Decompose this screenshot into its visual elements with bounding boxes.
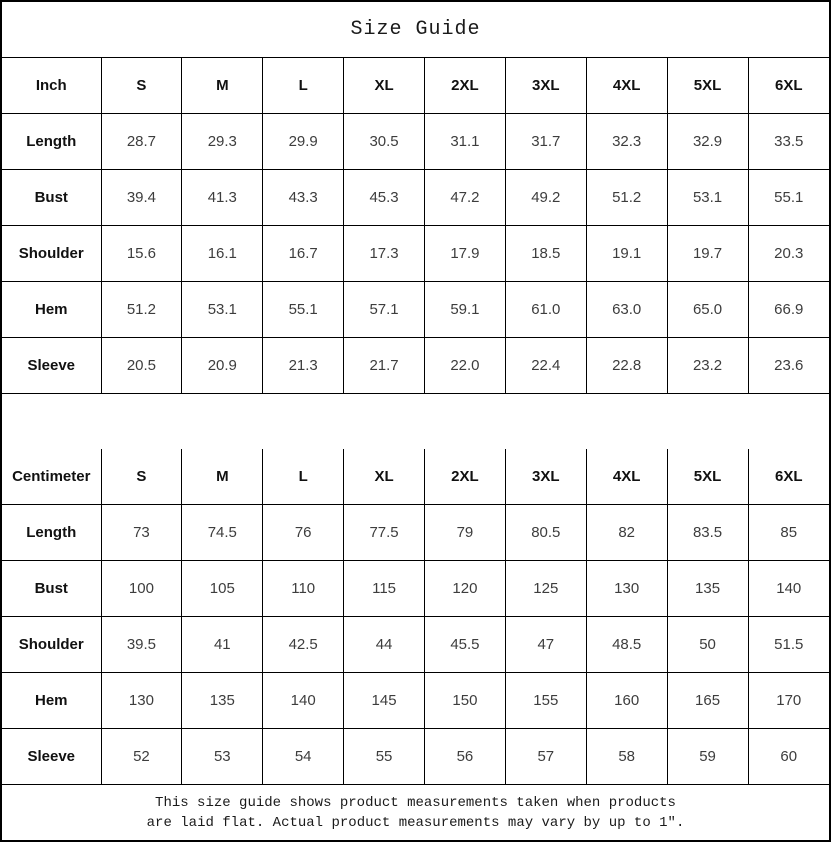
row-label-cell: Bust: [2, 561, 101, 617]
value-cell: 54: [263, 729, 344, 785]
value-cell: 85: [748, 505, 829, 561]
size-header-cell: 3XL: [505, 58, 586, 114]
value-cell: 22.0: [425, 338, 506, 394]
value-cell: 130: [586, 561, 667, 617]
value-cell: 20.3: [748, 226, 829, 282]
table-row: [2, 282, 829, 338]
value-cell: 30.5: [344, 114, 425, 170]
value-cell: 47.2: [425, 170, 506, 226]
table-row: [2, 226, 829, 282]
size-header-cell: 2XL: [425, 449, 506, 505]
value-cell: 33.5: [748, 114, 829, 170]
header-row: [2, 449, 829, 505]
value-cell: 73: [101, 505, 182, 561]
value-cell: 41: [182, 617, 263, 673]
value-cell: 21.7: [344, 338, 425, 394]
value-cell: 55.1: [748, 170, 829, 226]
value-cell: 57: [505, 729, 586, 785]
value-cell: 49.2: [505, 170, 586, 226]
table-row: [2, 561, 829, 617]
value-cell: 74.5: [182, 505, 263, 561]
value-cell: 23.2: [667, 338, 748, 394]
value-cell: 135: [182, 673, 263, 729]
row-label-cell: Length: [2, 505, 101, 561]
value-cell: 19.7: [667, 226, 748, 282]
value-cell: 50: [667, 617, 748, 673]
value-cell: 32.3: [586, 114, 667, 170]
value-cell: 165: [667, 673, 748, 729]
value-cell: 19.1: [586, 226, 667, 282]
value-cell: 16.1: [182, 226, 263, 282]
row-label-cell: Shoulder: [2, 617, 101, 673]
row-label-cell: Hem: [2, 282, 101, 338]
value-cell: 76: [263, 505, 344, 561]
value-cell: 59.1: [425, 282, 506, 338]
value-cell: 155: [505, 673, 586, 729]
size-header-cell: M: [182, 449, 263, 505]
value-cell: 59: [667, 729, 748, 785]
row-label-cell: Shoulder: [2, 226, 101, 282]
value-cell: 47: [505, 617, 586, 673]
table-row: [2, 673, 829, 729]
value-cell: 135: [667, 561, 748, 617]
size-header-cell: 2XL: [425, 58, 506, 114]
value-cell: 45.5: [425, 617, 506, 673]
value-cell: 55: [344, 729, 425, 785]
row-label-cell: Sleeve: [2, 729, 101, 785]
value-cell: 80.5: [505, 505, 586, 561]
value-cell: 45.3: [344, 170, 425, 226]
table-row: [2, 114, 829, 170]
value-cell: 79: [425, 505, 506, 561]
value-cell: 53: [182, 729, 263, 785]
value-cell: 29.3: [182, 114, 263, 170]
value-cell: 16.7: [263, 226, 344, 282]
value-cell: 31.1: [425, 114, 506, 170]
value-cell: 140: [263, 673, 344, 729]
value-cell: 57.1: [344, 282, 425, 338]
value-cell: 22.4: [505, 338, 586, 394]
value-cell: 31.7: [505, 114, 586, 170]
row-label-cell: Length: [2, 114, 101, 170]
footer-note-line-2: are laid flat. Actual product measurements may vary by up to 1″.: [146, 814, 685, 831]
value-cell: 17.3: [344, 226, 425, 282]
value-cell: 39.4: [101, 170, 182, 226]
value-cell: 53.1: [667, 170, 748, 226]
value-cell: 145: [344, 673, 425, 729]
value-cell: 15.6: [101, 226, 182, 282]
value-cell: 17.9: [425, 226, 506, 282]
value-cell: 58: [586, 729, 667, 785]
value-cell: 61.0: [505, 282, 586, 338]
size-header-cell: L: [263, 58, 344, 114]
unit-header-cell: Centimeter: [2, 449, 101, 505]
value-cell: 110: [263, 561, 344, 617]
value-cell: 42.5: [263, 617, 344, 673]
header-row: [2, 58, 829, 114]
value-cell: 20.5: [101, 338, 182, 394]
size-header-cell: 4XL: [586, 449, 667, 505]
table-row: [2, 617, 829, 673]
size-header-cell: S: [101, 58, 182, 114]
table-row: [2, 338, 829, 394]
size-header-cell: 3XL: [505, 449, 586, 505]
value-cell: 82: [586, 505, 667, 561]
value-cell: 140: [748, 561, 829, 617]
value-cell: 63.0: [586, 282, 667, 338]
table-row: [2, 505, 829, 561]
value-cell: 51.2: [101, 282, 182, 338]
page-title: Size Guide: [2, 2, 829, 58]
size-header-cell: 5XL: [667, 449, 748, 505]
row-label-cell: Hem: [2, 673, 101, 729]
value-cell: 160: [586, 673, 667, 729]
value-cell: 65.0: [667, 282, 748, 338]
size-table-inch: [2, 58, 829, 394]
value-cell: 44: [344, 617, 425, 673]
value-cell: 22.8: [586, 338, 667, 394]
size-header-cell: XL: [344, 58, 425, 114]
value-cell: 170: [748, 673, 829, 729]
value-cell: 100: [101, 561, 182, 617]
value-cell: 120: [425, 561, 506, 617]
value-cell: 77.5: [344, 505, 425, 561]
size-header-cell: XL: [344, 449, 425, 505]
size-header-cell: 6XL: [748, 58, 829, 114]
value-cell: 83.5: [667, 505, 748, 561]
value-cell: 105: [182, 561, 263, 617]
row-label-cell: Bust: [2, 170, 101, 226]
value-cell: 55.1: [263, 282, 344, 338]
size-header-cell: S: [101, 449, 182, 505]
unit-header-cell: Inch: [2, 58, 101, 114]
footer-note-line-1: This size guide shows product measurements taken when products: [155, 794, 676, 811]
table-gap: [2, 394, 829, 449]
value-cell: 125: [505, 561, 586, 617]
value-cell: 60: [748, 729, 829, 785]
value-cell: 53.1: [182, 282, 263, 338]
value-cell: 28.7: [101, 114, 182, 170]
value-cell: 51.5: [748, 617, 829, 673]
size-header-cell: M: [182, 58, 263, 114]
value-cell: 51.2: [586, 170, 667, 226]
value-cell: 56: [425, 729, 506, 785]
row-label-cell: Sleeve: [2, 338, 101, 394]
value-cell: 21.3: [263, 338, 344, 394]
value-cell: 32.9: [667, 114, 748, 170]
value-cell: 52: [101, 729, 182, 785]
size-header-cell: L: [263, 449, 344, 505]
value-cell: 18.5: [505, 226, 586, 282]
value-cell: 23.6: [748, 338, 829, 394]
value-cell: 39.5: [101, 617, 182, 673]
footer-note: [2, 785, 829, 840]
size-header-cell: 5XL: [667, 58, 748, 114]
size-table-centimeter: [2, 449, 829, 785]
value-cell: 115: [344, 561, 425, 617]
value-cell: 48.5: [586, 617, 667, 673]
table-row: [2, 170, 829, 226]
value-cell: 130: [101, 673, 182, 729]
value-cell: 43.3: [263, 170, 344, 226]
value-cell: 41.3: [182, 170, 263, 226]
value-cell: 29.9: [263, 114, 344, 170]
value-cell: 66.9: [748, 282, 829, 338]
value-cell: 20.9: [182, 338, 263, 394]
size-header-cell: 6XL: [748, 449, 829, 505]
table-row: [2, 729, 829, 785]
size-header-cell: 4XL: [586, 58, 667, 114]
value-cell: 150: [425, 673, 506, 729]
